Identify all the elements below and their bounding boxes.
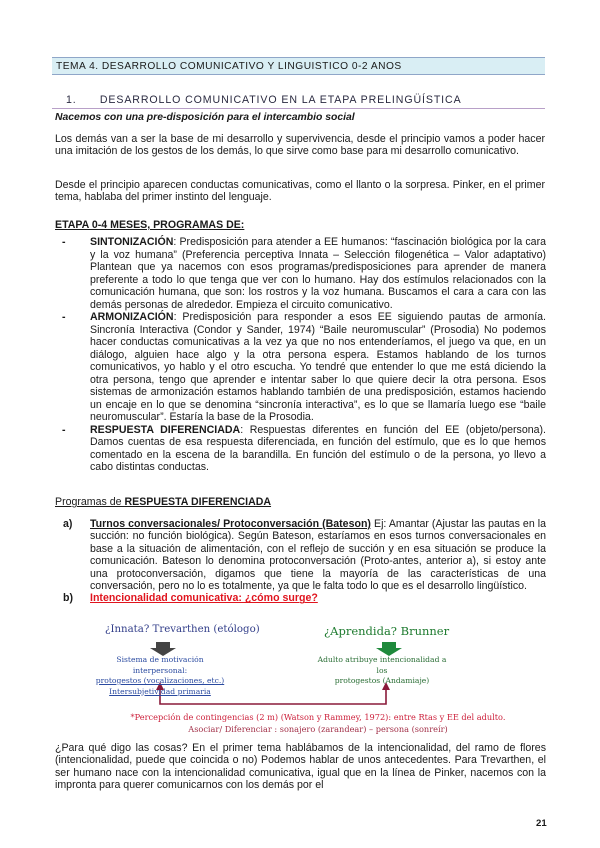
programas-heading: [55, 496, 271, 508]
item-label: ARMONIZACIÓN: [90, 311, 174, 323]
right-box-line: Adulto atribuye intencionalidad a los: [317, 655, 447, 675]
diagram-left-box: [90, 655, 230, 697]
section-title: DESARROLLO COMUNICATIVO EN LA ETAPA PRELINGÜÍSTICA: [99, 94, 462, 106]
list-item: [63, 518, 546, 592]
etapa-list: [62, 236, 546, 474]
list-item: [62, 424, 546, 474]
page-number: 21: [536, 818, 547, 829]
bullet-dash: -: [62, 423, 66, 436]
programas-bold: RESPUESTA DIFERENCIADA: [124, 496, 272, 508]
chapter-header: [52, 57, 545, 75]
programas-list: [63, 518, 546, 605]
diagram-right-title: ¿Aprendida? Brunner: [324, 624, 450, 638]
paragraph-1: Los demás van a ser la base de mi desarrollo y supervivencia, desde el principio vamos a poder hacer una imitación de los gestos de los demás, lo que sirve como base para mi desarrollo comunicativo.: [55, 133, 545, 158]
intencionalidad-diagram: [90, 624, 550, 736]
left-box-line: protogestos (vocalizaciones, etc.): [95, 676, 225, 685]
footnote-line-1: *Percepción de contingencias (2 m) (Watson y Rammey, 1972): entre Rtas y EE del adulto.: [130, 712, 506, 722]
left-box-line: Sistema de motivación interpersonal:: [116, 655, 204, 675]
item-marker: b): [63, 592, 73, 605]
diagram-footnote: [128, 712, 508, 735]
etapa-heading: ETAPA 0-4 MESES, PROGRAMAS DE:: [55, 219, 245, 231]
paragraph-3: ¿Para qué digo las cosas? En el primer tema hablábamos de la intencionalidad, del ramo de flores (intencionalidad, puede que coincida o no) Podemos hablar de unos antecedentes. Para Trevarthen, el ser humano nace con la intencionalidad comunicativa, igual que en la línea de Pinker, nacemos con la impronta para querer comunicarnos con los demás por el: [55, 742, 546, 792]
item-text: : Predisposición para responder a esos EE siguiendo pautas de armonía. Sincronía Interactiva (Condor y Sander, 1974) “Baile neuromuscular” (Prosodia) No podemos hacer conductas comunicativas a la vez ya que no nos entenderíamos, el juego va que, en un diálogo, alguien hace algo y la otra persona espera. Estamos hablando de los turnos comunicativos, yo hablo y el otro escucha. Yo tendré que entender lo que me está diciendo la otra persona, tengo que aprender e intentar saber lo que quiere decir la otra persona. Esos sistemas de armonización estamos hablando también de una predisposición, estamos haciendo un encaje en lo que se denomina “sincronía interactiva”, es lo que se llamaría luego ese “baile neuromuscular”. Estaría la base de la Prosodia.: [90, 311, 546, 423]
item-label: Turnos conversacionales/ Protoconversación (Bateson): [90, 518, 371, 530]
list-item: [63, 592, 546, 604]
item-label: RESPUESTA DIFERENCIADA: [90, 423, 241, 436]
diagram-right-box: [312, 655, 452, 687]
right-box-line: protogestos (Andamiaje): [334, 676, 430, 685]
down-arrow-left: [150, 642, 176, 656]
item-label: SINTONIZACIÓN: [90, 236, 174, 248]
item-marker: a): [63, 518, 73, 530]
footnote-line-2: Asociar/ Diferenciar : sonajero (zarandear) – persona (sonreír): [188, 723, 448, 734]
chapter-title: TEMA 4. DESARROLLO COMUNICATIVO Y LINGUISTICO 0-2 ANOS: [56, 61, 402, 72]
diagram-left-title: ¿Innata? Trevarthen (etólogo): [105, 624, 260, 635]
section-subtitle: Nacemos con una pre-disposición para el intercambio social: [55, 112, 355, 123]
item-label: Intencionalidad comunicativa: ¿cómo surge?: [90, 592, 318, 605]
section-number: 1.: [66, 94, 77, 106]
section-heading: [52, 94, 545, 109]
down-arrow-right: [376, 642, 402, 656]
bullet-dash: -: [62, 311, 66, 323]
bullet-dash: -: [62, 236, 66, 248]
left-box-line: Intersubjetividad primaria: [109, 686, 211, 696]
programas-prefix: Programas de: [55, 496, 125, 508]
item-text: : Respuestas diferentes en función del EE (objeto/persona). Damos cuentas de esa respuesta diferenciada, en función del estímulo, que es lo que hemos comentado en la escena de la barandilla. En función del estímulo o de la persona, yo llevo a cabo distintas conductas.: [90, 423, 546, 473]
list-item: [62, 236, 546, 311]
list-item: [62, 311, 546, 424]
item-text: : Predisposición para atender a EE humanos: “fascinación biológica por la cara y la voz humana” (Preferencia perceptiva Innata – Selección filogenética – Valor adaptativo) Plantean que ya nacemos con esos programas/predisposiciones para aprender de manera preferente a todo lo que tenga que ver con lo humano. Hay dos estímulos relacionados con la comunicación humana, que son: los rostros y la voz humana. Buscamos el cara a cara con las demás personas de alrededor. Empieza el circuito comunicativo.: [90, 236, 546, 311]
paragraph-2: Desde el principio aparecen conductas comunicativas, como el llanto o la sorpresa. Pinker, en el primer tema, hablaba del primer instinto del lenguaje.: [55, 179, 545, 204]
item-text: Ej: Amantar (Ajustar las pautas en la succión: no función biológica). Según Bateson, estaríamos en esos turnos conversacionales en base a la situación de alimentación, con el reflejo de succión y en esa situación se produce la comunicación. Bateson lo denomina protoconversación (Proto-antes, anterior a), si estoy ante una protoconversación, digamos que tiene la mayoría de las características de una conversación, pero no lo es totalmente, ya que le falta todo lo que es el desarrollo lingüístico.: [90, 518, 547, 593]
